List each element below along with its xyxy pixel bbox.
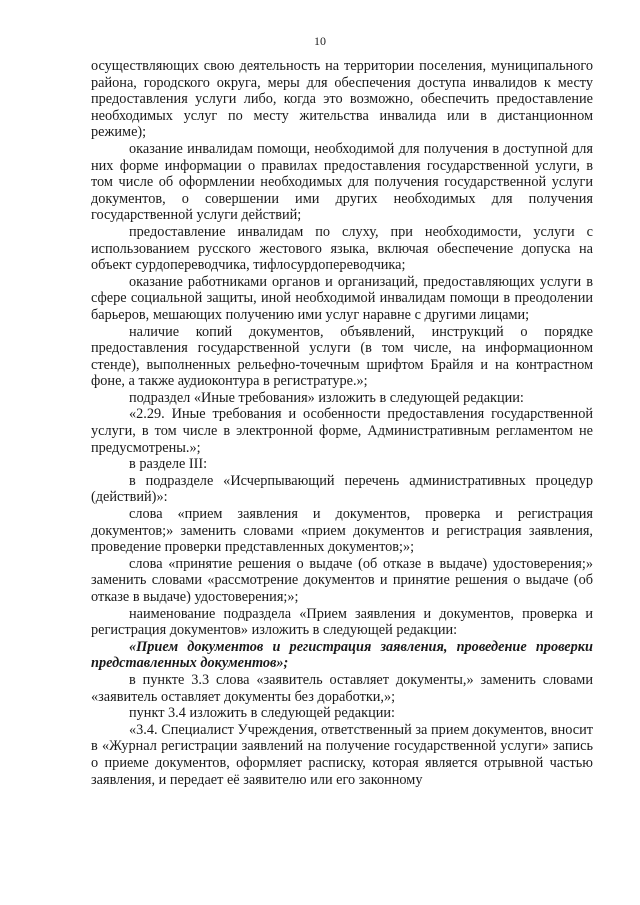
paragraph-item-3-3: в пункте 3.3 слова «заявитель оставляет документы,» заменить словами «заявитель оставляет документы без доработки,»;: [91, 671, 593, 705]
paragraph-replace-words-1: слова «прием заявления и документов, проверка и регистрация документов;» заменить словами «прием документов и регистрация заявления, проведение проверки представленных документов;»;: [91, 506, 593, 556]
paragraph-item-2-29: «2.29. Иные требования и особенности предоставления государственной услуги, в том числе в электронной форме, Административным регламентом не предусмотрены.»;: [91, 406, 593, 456]
paragraph-assistance-information: оказание инвалидам помощи, необходимой для получения в доступной для них форме информации о правилах предоставления государственной услуги, в том числе об оформлении необходимых для получения государственной услуги документов, о совершении ими других необходимых для получения государственной услуги действий;: [91, 140, 593, 224]
document-body: [91, 58, 593, 788]
paragraph-subsection-other-requirements: подраздел «Иные требования» изложить в следующей редакции:: [129, 389, 524, 406]
paragraph-section-iii: в разделе III:: [129, 456, 208, 473]
paragraph-item-3-4-text: «3.4. Специалист Учреждения, ответственный за прием документов, вносит в «Журнал регистрации заявлений на получение государственной услуги» запись о приеме документов, оформляет расписку, которая является отрывной частью заявления, и передает её заявителю или его законному: [91, 721, 593, 788]
paragraph-subsection-title-change: наименование подраздела «Прием заявления и документов, проверка и регистрация документов» изложить в следующей редакции:: [91, 605, 593, 639]
paragraph-continuation: осуществляющих свою деятельность на территории поселения, муниципального района, городского округа, меры для обеспечения доступа инвалидов к месту предоставления услуги либо, когда это возможно, обеспечить предоставление необходимых услуг по месту жительства инвалида или в дистанционном режиме);: [91, 58, 593, 141]
paragraph-replace-words-2: слова «принятие решения о выдаче (об отказе в выдаче) удостоверения;» заменить словами «рассмотрение документов и принятие решения о выдаче (об отказе в выдаче) удостоверения;»;: [91, 555, 593, 605]
paragraph-item-3-4-intro: пункт 3.4 изложить в следующей редакции:: [129, 705, 396, 722]
paragraph-subsection-procedures: в подразделе «Исчерпывающий перечень административных процедур (действий)»:: [91, 472, 593, 506]
paragraph-new-subsection-title: «Прием документов и регистрация заявления, проведение проверки представленных документов»;: [91, 638, 593, 672]
paragraph-sign-language: предоставление инвалидам по слуху, при необходимости, услуги с использованием русского жестового языка, включая обеспечение допуска на объект сурдопереводчика, тифлосурдопереводчика;: [91, 223, 593, 274]
page-number: 10: [314, 34, 326, 48]
paragraph-braille-copies: наличие копий документов, объявлений, инструкций о порядке предоставления государственной услуги (в том числе, на информационном стенде), выполненных рельефно-точечным шрифтом Брайля и на контрастном фоне, а также аудиоконтура в регистратуре.»;: [91, 323, 593, 390]
paragraph-staff-assistance: оказание работниками органов и организаций, предоставляющих услуги в сфере социальной защиты, иной необходимой инвалидам помощи в преодолении барьеров, мешающих получению ими услуг наравне с другими лицами;: [91, 273, 593, 323]
